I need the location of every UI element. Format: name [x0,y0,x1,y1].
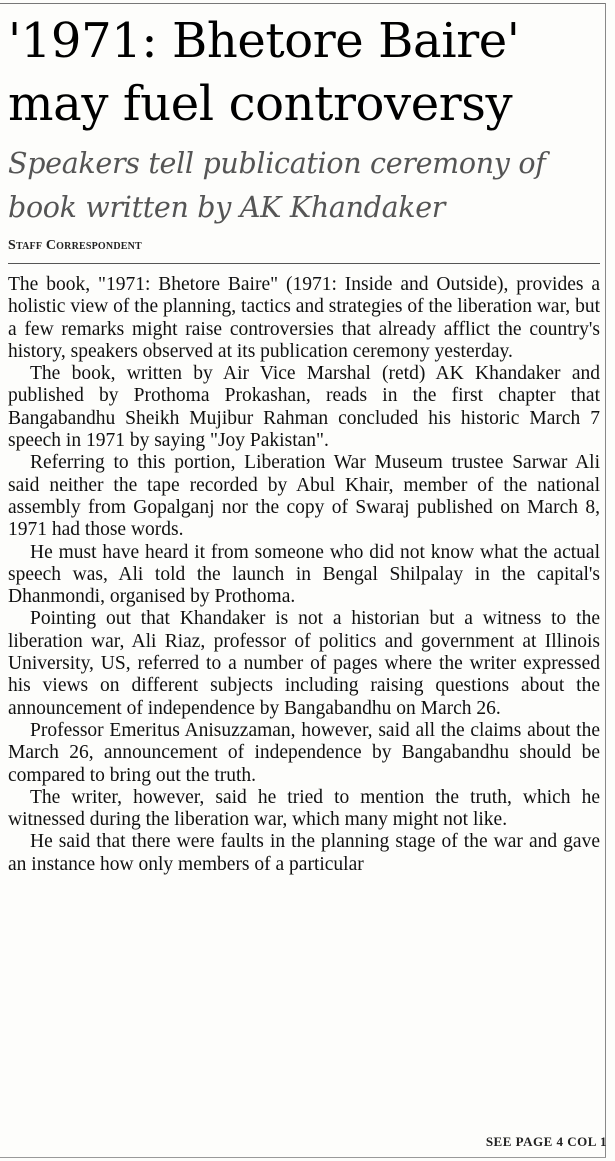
paragraph-5: Pointing out that Khandaker is not a historian but a witness to the liberation war, Ali Riaz, professor of politics and government at Illinois University, US, referred to a number of pages where the writer expressed his views on different subjects including raising questions about the announcement of independence by Bangabandhu on March 26. [8,608,600,719]
byline-rule [8,263,600,264]
continued-on-page-line: SEE PAGE 4 COL 1 [485,1134,607,1149]
bottom-rule [0,1157,606,1158]
article [8,10,600,876]
article-body [8,274,600,876]
paragraph-4: He must have heard it from someone who did not know what the actual speech was, Ali told the launch in Bengal Shilpalay in the capital's Dhanmondi, organised by Prothoma. [8,541,600,608]
column-rule [605,3,606,1158]
paragraph-1: The book, "1971: Bhetore Baire" (1971: Inside and Outside), provides a holistic view of the planning, tactics and strategies of the liberation war, but a few remarks might raise controversies that already afflict the country's history, speakers observed at its publication ceremony yesterday. [8,274,600,362]
subheadline: Speakers tell publication ceremony of book written by AK Khandaker [8,147,546,224]
paragraph-2: The book, written by Air Vice Marshal (retd) AK Khandaker and published by Prothoma Prokashan, reads in the first chapter that Bangabandhu Sheikh Mujibur Rahman concluded his historic March 7 speech in 1971 by saying "Joy Pakistan". [8,363,600,452]
paragraph-3: Referring to this portion, Liberation War Museum trustee Sarwar Ali said neither the tape recorded by Abul Khair, member of the national assembly from Gopalganj nor the copy of Swaraj published on March 8, 1971 had those words. [8,452,600,541]
paragraph-7: The writer, however, said he tried to mention the truth, which he witnessed during the liberation war, which many might not like. [8,786,600,831]
paragraph-6: Professor Emeritus Anisuzzaman, however, said all the claims about the March 26, announcement of independence by Bangabandhu should be compared to bring out the truth. [8,719,600,786]
byline: Staff Correspondent [8,238,142,253]
top-rule [0,3,605,4]
headline: '1971: Bhetore Baire' may fuel controversy [8,13,520,132]
paragraph-8: He said that there were faults in the planning stage of the war and gave an instance how only members of a particular [8,831,600,875]
